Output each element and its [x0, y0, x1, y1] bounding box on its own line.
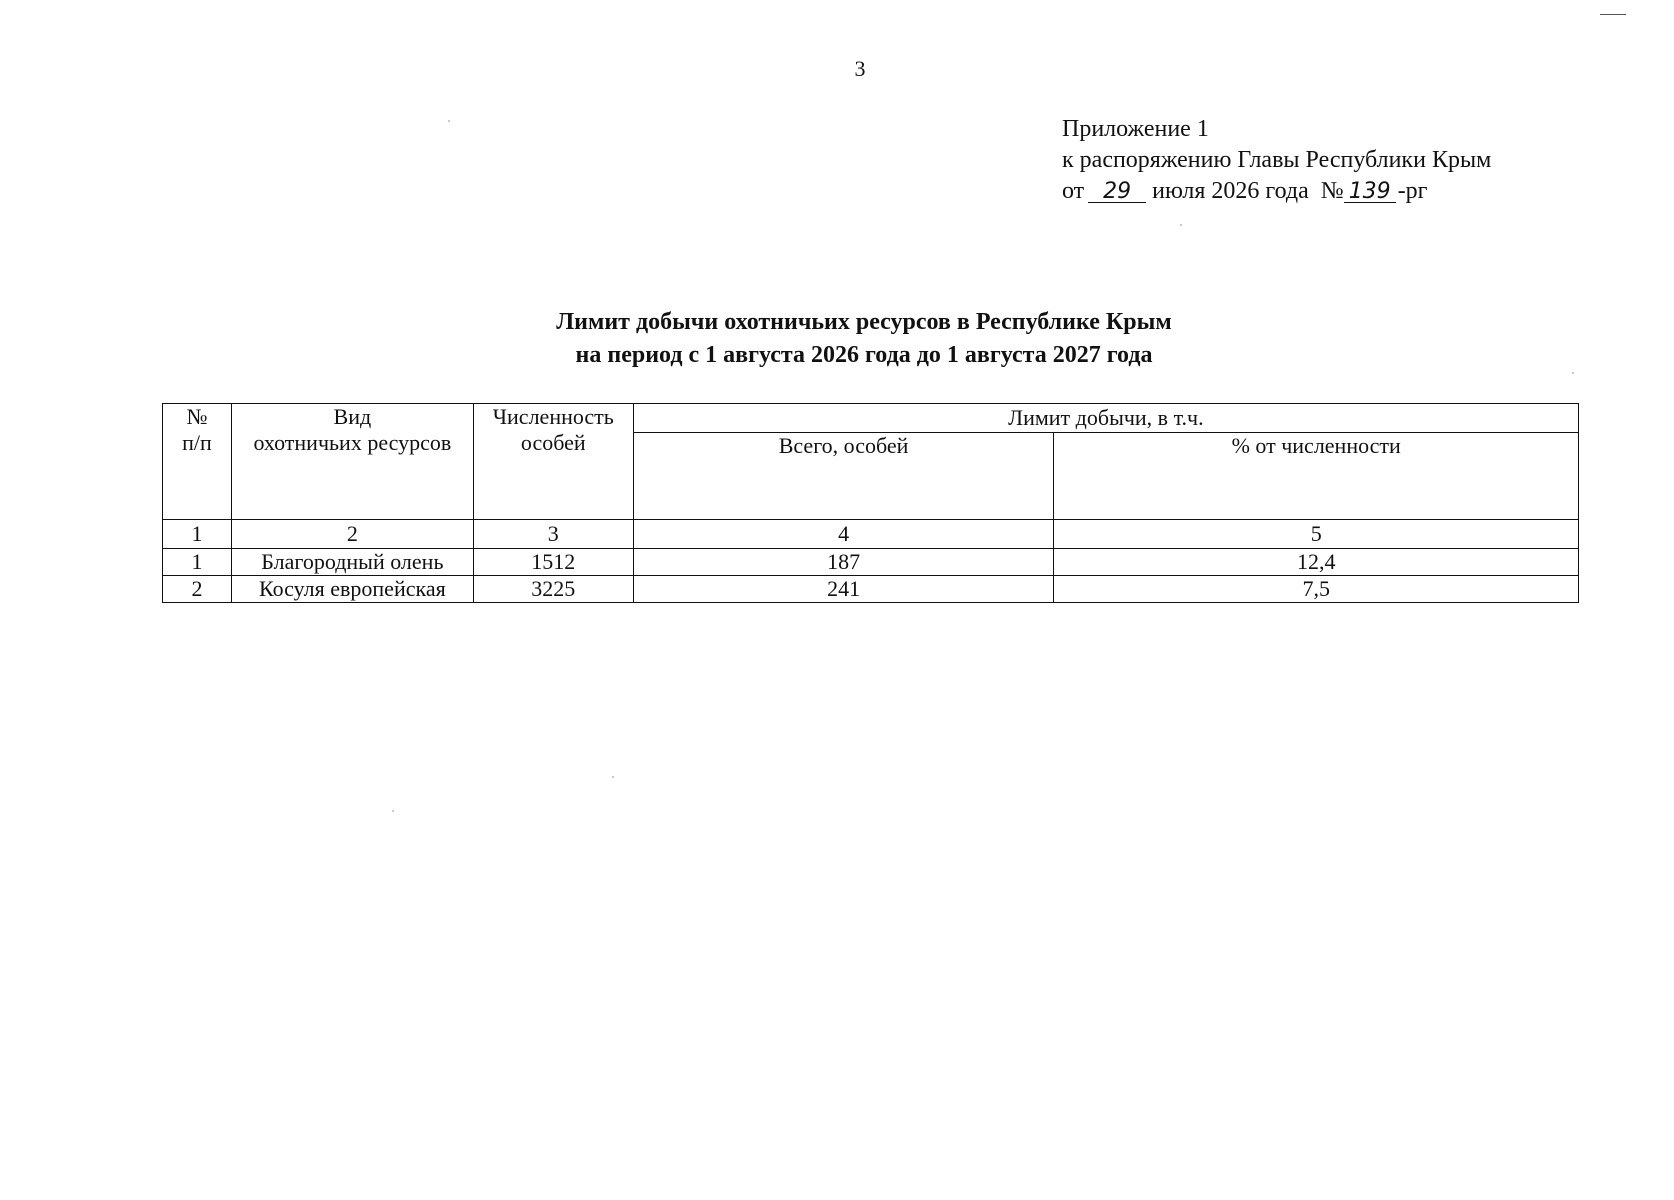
row-number: 2 — [163, 576, 232, 603]
appendix-reference: к распоряжению Главы Республики Крым — [1062, 147, 1492, 173]
header-number-line2: п/п — [182, 430, 212, 455]
column-number: 1 — [163, 520, 232, 549]
row-kind: Косуля европейская — [231, 576, 473, 603]
title-line-2: на период с 1 августа 2026 года до 1 августа 2027 года — [575, 342, 1153, 368]
scan-speck — [1572, 372, 1574, 374]
header-kind — [231, 404, 473, 520]
table-header-row — [163, 404, 1579, 433]
scan-corner-mark — [1600, 14, 1626, 15]
row-population: 1512 — [473, 549, 633, 576]
header-limit-percent: % от численности — [1054, 433, 1579, 520]
scan-speck — [448, 120, 450, 122]
scan-speck — [612, 776, 614, 778]
row-limit-percent: 12,4 — [1054, 549, 1579, 576]
header-limit-total: Всего, особей — [633, 433, 1054, 520]
number-suffix: -рг — [1397, 178, 1428, 204]
title-line-1: Лимит добычи охотничьих ресурсов в Республике Крым — [556, 309, 1172, 335]
row-population: 3225 — [473, 576, 633, 603]
header-kind-line2: охотничьих ресурсов — [253, 430, 452, 455]
row-limit-percent: 7,5 — [1054, 576, 1579, 603]
row-limit-total: 241 — [633, 576, 1054, 603]
row-limit-total: 187 — [633, 549, 1054, 576]
column-number: 5 — [1054, 520, 1579, 549]
table-row — [163, 576, 1579, 603]
hunting-limits-table — [162, 403, 1579, 603]
appendix-title: Приложение 1 — [1062, 116, 1209, 142]
handwritten-number: 139 — [1344, 182, 1396, 203]
scan-speck — [1180, 224, 1182, 226]
column-number: 2 — [231, 520, 473, 549]
row-kind: Благородный олень — [231, 549, 473, 576]
header-limit-group: Лимит добычи, в т.ч. — [633, 404, 1578, 433]
month-year: июля 2026 года — [1152, 178, 1309, 204]
date-prefix: от — [1062, 178, 1085, 204]
header-number-line1: № — [186, 404, 208, 429]
appendix-block — [1062, 114, 1491, 207]
row-number: 1 — [163, 549, 232, 576]
document-title — [0, 306, 1674, 372]
scan-speck — [392, 810, 394, 812]
header-population-line1: Численность — [492, 404, 614, 429]
column-number: 4 — [633, 520, 1054, 549]
page-number: 3 — [854, 56, 866, 81]
column-number: 3 — [473, 520, 633, 549]
header-population — [473, 404, 633, 520]
appendix-date-line — [1062, 176, 1491, 207]
handwritten-day: 29 — [1088, 182, 1146, 203]
header-number — [163, 404, 232, 520]
header-kind-line1: Вид — [333, 404, 372, 429]
column-number-row — [163, 520, 1579, 549]
header-population-line2: особей — [520, 430, 586, 455]
table-row — [163, 549, 1579, 576]
number-sign: № — [1320, 178, 1344, 204]
